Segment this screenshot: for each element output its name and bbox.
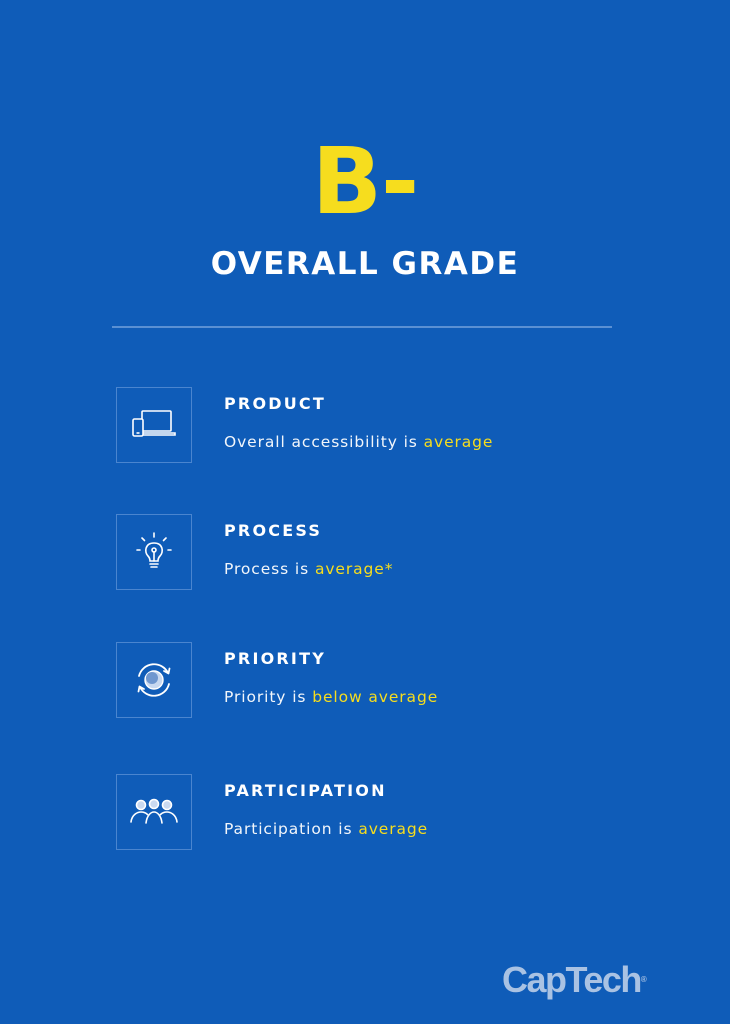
lightbulb-icon xyxy=(116,514,192,590)
people-icon xyxy=(116,774,192,850)
participation-rating: average xyxy=(358,820,429,838)
process-rating: average* xyxy=(314,560,394,578)
grade-item-process xyxy=(116,514,636,594)
grade-item-participation xyxy=(116,774,636,854)
product-rating: average xyxy=(423,433,494,451)
grade-item-priority xyxy=(116,642,636,722)
participation-description: Participation is average xyxy=(224,820,429,838)
priority-title: PRIORITY xyxy=(224,649,326,668)
process-title: PROCESS xyxy=(224,521,323,540)
overall-grade-value: B- xyxy=(311,128,419,235)
captech-logo: CapTech® xyxy=(502,959,647,1000)
priority-rating: below average xyxy=(312,688,439,706)
process-description: Process is average* xyxy=(224,560,394,578)
product-title: PRODUCT xyxy=(224,394,326,413)
divider xyxy=(112,326,612,328)
overall-grade-title: OVERALL GRADE xyxy=(210,246,520,282)
participation-title: PARTICIPATION xyxy=(224,781,387,800)
devices-icon xyxy=(116,387,192,463)
priority-description: Priority is below average xyxy=(224,688,439,706)
grade-item-product xyxy=(116,387,636,467)
cycle-icon xyxy=(116,642,192,718)
product-description: Overall accessibility is average xyxy=(224,433,494,451)
